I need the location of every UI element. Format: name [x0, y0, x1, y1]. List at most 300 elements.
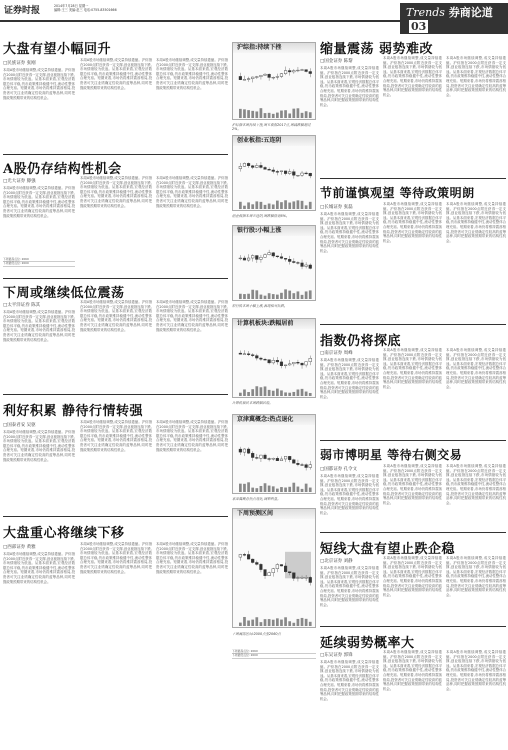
chart-caption: 计算机板块本周跌幅居前。: [232, 401, 273, 405]
article-text: 本周A股市场继续调整,成交量持续萎缩。沪综指在2000点附近获得一定支撑,创业板指连续下跌,市场情绪较为低迷。从基本面来看,宏观经济数据总体平稳,货币政策维持稳健中性,流动性整体合理充裕。短期来看,市场仍将维持震荡格局,投资者可关注业绩确定性较高的蓝筹品种,同时把握政策预期带来的结构性机会。: [80, 58, 152, 90]
candle-body: [280, 362, 283, 366]
candle-body: [268, 459, 271, 460]
candle-body: [276, 360, 279, 362]
volume-bar: [264, 205, 267, 209]
candle-body: [280, 257, 283, 259]
article-2-col-a: [3, 176, 75, 267]
volume-bar: [309, 622, 312, 626]
candle-body: [247, 258, 250, 260]
candle-body: [268, 360, 271, 363]
article-text: 本周A股市场继续调整,成交量持续萎缩。沪综指在2000点附近获得一定支撑,创业板指连续下跌,市场情绪较为低迷。从基本面来看,宏观经济数据总体平稳,货币政策维持稳健中性,流动性整体合理充裕。短期来看,市场仍将维持震荡格局,投资者可关注业绩确定性较高的蓝筹品种,同时把握政策预期带来的结构性机会。: [446, 56, 506, 97]
volume-bar: [301, 618, 304, 626]
volume-bar: [239, 202, 242, 209]
candle-body: [239, 76, 242, 79]
volume-bar: [284, 488, 287, 492]
candle-body: [247, 79, 250, 80]
chart-title: 下周预测区间: [233, 509, 315, 519]
article-byline: □南京证券 周峰: [320, 351, 353, 356]
candle-body: [276, 256, 279, 257]
article-10-col-a: [320, 556, 379, 624]
candle-body: [301, 263, 304, 267]
article-6: [320, 38, 506, 57]
volume-bar: [243, 389, 246, 396]
article-text: 本周A股市场继续调整,成交量持续萎缩。沪综指在2000点附近获得一定支撑,创业板指连续下跌,市场情绪较为低迷。从基本面来看,宏观经济数据总体平稳,货币政策维持稳健中性,流动性整体合理充裕。短期来看,市场仍将维持震荡格局,投资者可关注业绩确定性较高的蓝筹品种,同时把握政策预期带来的结构性机会。: [3, 430, 75, 462]
candle-body: [251, 355, 254, 356]
article-text: 本周A股市场继续调整,成交量持续萎缩。沪综指在2000点附近获得一定支撑,创业板指连续下跌,市场情绪较为低迷。从基本面来看,宏观经济数据总体平稳,货币政策维持稳健中性,流动性整体合理充裕。短期来看,市场仍将维持震荡格局,投资者可关注业绩确定性较高的蓝筹品种,同时把握政策预期带来的结构性机会。: [383, 556, 442, 597]
volume-bar: [251, 620, 254, 626]
article-text: 本周A股市场继续调整,成交量持续萎缩。沪综指在2000点附近获得一定支撑,创业板指连续下跌,市场情绪较为低迷。从基本面来看,宏观经济数据总体平稳,货币政策维持稳健中性,流动性整体合理充裕。短期来看,市场仍将维持震荡格局,投资者可关注业绩确定性较高的蓝筹品种,同时把握政策预期带来的结构性机会。: [320, 660, 379, 701]
article-text: 本周A股市场继续调整,成交量持续萎缩。沪综指在2000点附近获得一定支撑,创业板指连续下跌,市场情绪较为低迷。从基本面来看,宏观经济数据总体平稳,货币政策维持稳健中性,流动性整体合理充裕。短期来看,市场仍将维持震荡格局,投资者可关注业绩确定性较高的蓝筹品种,同时把握政策预期带来的结构性机会。: [80, 300, 152, 332]
article-title: 指数仍将探底: [320, 334, 402, 349]
volume-bar: [288, 487, 291, 492]
article-text: 本周A股市场继续调整,成交量持续萎缩。沪综指在2000点附近获得一定支撑,创业板指连续下跌,市场情绪较为低迷。从基本面来看,宏观经济数据总体平稳,货币政策维持稳健中性,流动性整体合理充裕。短期来看,市场仍将维持震荡格局,投资者可关注业绩确定性较高的蓝筹品种,同时把握政策预期带来的结构性机会。: [156, 420, 228, 452]
article-text: 本周A股市场继续调整,成交量持续萎缩。沪综指在2000点附近获得一定支撑,创业板指连续下跌,市场情绪较为低迷。从基本面来看,宏观经济数据总体平稳,货币政策维持稳健中性,流动性整体合理充裕。短期来看,市场仍将维持震荡格局,投资者可关注业绩确定性较高的蓝筹品种,同时把握政策预期带来的结构性机会。: [446, 348, 506, 389]
volume-bar: [276, 201, 279, 209]
volume-bar: [255, 386, 258, 396]
article-byline: □北京证券 刘静: [320, 559, 353, 564]
volume-bar: [260, 486, 263, 492]
article-text: 本周A股市场继续调整,成交量持续萎缩。沪综指在2000点附近获得一定支撑,创业板指连续下跌,市场情绪较为低迷。从基本面来看,宏观经济数据总体平稳,货币政策维持稳健中性,流动性整体合理充裕。短期来看,市场仍将维持震荡格局,投资者可关注业绩确定性较高的蓝筹品种,同时把握政策预期带来的结构性机会。: [156, 58, 228, 90]
article-byline: □国都证券 孔令文: [320, 467, 358, 472]
candle-body: [276, 458, 279, 461]
article-9-col-c: [446, 464, 506, 528]
candle-body: [309, 265, 312, 268]
candle-body: [280, 171, 283, 172]
candle-body: [243, 554, 246, 555]
volume-bar: [239, 109, 242, 118]
article-text: 本周A股市场继续调整,成交量持续萎缩。沪综指在2000点附近获得一定支撑,创业板指连续下跌,市场情绪较为低迷。从基本面来看,宏观经济数据总体平稳,货币政策维持稳健中性,流动性整体合理充裕。短期来看,市场仍将维持震荡格局,投资者可关注业绩确定性较高的蓝筹品种,同时把握政策预期带来的结构性机会。: [320, 66, 379, 107]
volume-bar: [280, 293, 283, 299]
candle-body: [268, 74, 271, 77]
divider: [320, 440, 506, 441]
stats-row: 下周最高点位: 2060: [3, 258, 75, 262]
candle-body: [288, 364, 291, 365]
article-10-col-b: [383, 556, 442, 622]
candle-body: [255, 356, 258, 358]
article-2-col-c: [156, 176, 228, 274]
article-4-col-b: [80, 420, 152, 512]
stats-row: 下周最低点位: 2000: [3, 262, 75, 266]
divider: [3, 278, 228, 279]
article-text: 本周A股市场继续调整,成交量持续萎缩。沪综指在2000点附近获得一定支撑,创业板指连续下跌,市场情绪较为低迷。从基本面来看,宏观经济数据总体平稳,货币政策维持稳健中性,流动性整体合理充裕。短期来看,市场仍将维持震荡格局,投资者可关注业绩确定性较高的蓝筹品种,同时把握政策预期带来的结构性机会。: [383, 464, 442, 505]
candle-body: [260, 75, 263, 76]
candle-body: [264, 167, 267, 169]
article-11-col-c: [446, 650, 506, 746]
volume-bar: [243, 294, 246, 299]
article-4: [3, 400, 228, 419]
article-1: [3, 38, 228, 57]
article-6-col-b: [383, 56, 442, 174]
divider: [320, 532, 506, 533]
candle-body: [292, 262, 295, 263]
article-text: 本周A股市场继续调整,成交量持续萎缩。沪综指在2000点附近获得一定支撑,创业板指连续下跌,市场情绪较为低迷。从基本面来看,宏观经济数据总体平稳,货币政策维持稳健中性,流动性整体合理充裕。短期来看,市场仍将维持震荡格局,投资者可关注业绩确定性较高的蓝筹品种,同时把握政策预期带来的结构性机会。: [80, 176, 152, 208]
volume-bar: [247, 202, 250, 209]
volume-bar: [247, 482, 250, 492]
article-text: 本周A股市场继续调整,成交量持续萎缩。沪综指在2000点附近获得一定支撑,创业板指连续下跌,市场情绪较为低迷。从基本面来看,宏观经济数据总体平稳,货币政策维持稳健中性,流动性整体合理充裕。短期来看,市场仍将维持震荡格局,投资者可关注业绩确定性较高的蓝筹品种,同时把握政策预期带来的结构性机会。: [156, 176, 228, 208]
article-byline: □民族证券 张刚: [3, 61, 36, 66]
volume-bar: [288, 621, 291, 626]
candle-body: [255, 165, 258, 167]
candle-body: [309, 577, 312, 582]
article-11-col-b: [383, 650, 442, 746]
candle-body: [243, 354, 246, 355]
section-en: Trends: [406, 6, 445, 19]
volume-bar: [297, 389, 300, 396]
article-7: [320, 184, 506, 201]
candle-body: [305, 465, 308, 468]
candle-body: [247, 163, 250, 165]
forecast-chart: [235, 520, 315, 626]
volume-bar: [251, 290, 254, 299]
chart-banks: [232, 225, 316, 301]
candle-body: [255, 562, 258, 564]
article-3-col-c: [156, 300, 228, 390]
divider: [320, 324, 506, 325]
article-byline: □长城证券 张磊: [320, 205, 353, 210]
candle-body: [301, 363, 304, 365]
volume-bar: [264, 386, 267, 396]
article-5: [3, 522, 228, 541]
article-title: 短线大盘有望止跌企稳: [320, 542, 456, 557]
article-text: 本周A股市场继续调整,成交量持续萎缩。沪综指在2000点附近获得一定支撑,创业板指连续下跌,市场情绪较为低迷。从基本面来看,宏观经济数据总体平稳,货币政策维持稳健中性,流动性整体合理充裕。短期来看,市场仍将维持震荡格局,投资者可关注业绩确定性较高的蓝筹品种,同时把握政策预期带来的结构性机会。: [156, 300, 228, 332]
article-text: 本周A股市场继续调整,成交量持续萎缩。沪综指在2000点附近获得一定支撑,创业板指连续下跌,市场情绪较为低迷。从基本面来看,宏观经济数据总体平稳,货币政策维持稳健中性,流动性整体合理充裕。短期来看,市场仍将维持震荡格局,投资者可关注业绩确定性较高的蓝筹品种,同时把握政策预期带来的结构性机会。: [80, 420, 152, 452]
article-text: 本周A股市场继续调整,成交量持续萎缩。沪综指在2000点附近获得一定支撑,创业板指连续下跌,市场情绪较为低迷。从基本面来看,宏观经济数据总体平稳,货币政策维持稳健中性,流动性整体合理充裕。短期来看,市场仍将维持震荡格局,投资者可关注业绩确定性较高的蓝筹品种,同时把握政策预期带来的结构性机会。: [320, 212, 379, 253]
volume-bar: [309, 112, 312, 118]
article-10: [320, 538, 506, 557]
article-1-col-a: [3, 58, 75, 153]
volume-bar: [243, 617, 246, 626]
article-byline: □东吴证券 郭锋: [320, 653, 353, 658]
divider: [3, 154, 228, 155]
volume-bar: [305, 205, 308, 209]
candle-body: [239, 449, 242, 452]
volume-bar: [260, 622, 263, 626]
article-text: 本周A股市场继续调整,成交量持续萎缩。沪综指在2000点附近获得一定支撑,创业板指连续下跌,市场情绪较为低迷。从基本面来看,宏观经济数据总体平稳,货币政策维持稳健中性,流动性整体合理充裕。短期来看,市场仍将维持震荡格局,投资者可关注业绩确定性较高的蓝筹品种,同时把握政策预期带来的结构性机会。: [320, 358, 379, 399]
forecast-low: 下周最低点位: 2000: [232, 654, 316, 658]
article-text: 本周A股市场继续调整,成交量持续萎缩。沪综指在2000点附近获得一定支撑,创业板指连续下跌,市场情绪较为低迷。从基本面来看,宏观经济数据总体平稳,货币政策维持稳健中性,流动性整体合理充裕。短期来看,市场仍将维持震荡格局,投资者可关注业绩确定性较高的蓝筹品种,同时把握政策预期带来的结构性机会。: [446, 650, 506, 691]
chart-caption: 创业板指本周五连阴,周跌幅接近6%。: [232, 214, 290, 218]
article-title: A股仍存结构性机会: [3, 162, 122, 177]
candle-body: [243, 258, 246, 260]
masthead: [0, 0, 508, 33]
candle-body: [239, 166, 242, 168]
article-1-col-b: [80, 58, 152, 150]
article-text: 本周A股市场继续调整,成交量持续萎缩。沪综指在2000点附近获得一定支撑,创业板指连续下跌,市场情绪较为低迷。从基本面来看,宏观经济数据总体平稳,货币政策维持稳健中性,流动性整体合理充裕。短期来看,市场仍将维持震荡格局,投资者可关注业绩确定性较高的蓝筹品种,同时把握政策预期带来的结构性机会。: [80, 542, 152, 574]
volume-bar: [268, 390, 271, 396]
volume-bar: [297, 291, 300, 299]
article-text: 本周A股市场继续调整,成交量持续萎缩。沪综指在2000点附近获得一定支撑,创业板指连续下跌,市场情绪较为低迷。从基本面来看,宏观经济数据总体平稳,货币政策维持稳健中性,流动性整体合理充裕。短期来看,市场仍将维持震荡格局,投资者可关注业绩确定性较高的蓝筹品种,同时把握政策预期带来的结构性机会。: [156, 542, 228, 574]
candle-body: [305, 265, 308, 266]
candle-body: [268, 169, 271, 170]
candle-body: [276, 565, 279, 569]
divider: [3, 516, 228, 517]
volume-bar: [255, 290, 258, 299]
article-9-col-a: [320, 464, 379, 530]
volume-bar: [247, 110, 250, 118]
candle-body: [268, 253, 271, 255]
volume-bar: [297, 108, 300, 118]
candle-body: [272, 458, 275, 459]
candle-body: [292, 71, 295, 72]
article-title: 弱市博明星 等待右侧交易: [320, 448, 463, 462]
candle-body: [272, 170, 275, 171]
article-6-col-a: [320, 56, 379, 176]
article-3: [3, 282, 228, 301]
chart-caption: 下周震荡区间:2000点至2060点: [232, 632, 281, 636]
volume-bar: [292, 201, 295, 209]
volume-bar: [260, 108, 263, 118]
volume-bar: [297, 619, 300, 626]
candlestick-chart: [235, 330, 315, 396]
article-text: 本周A股市场继续调整,成交量持续萎缩。沪综指在2000点附近获得一定支撑,创业板指连续下跌,市场情绪较为低迷。从基本面来看,宏观经济数据总体平稳,货币政策维持稳健中性,流动性整体合理充裕。短期来看,市场仍将维持震荡格局,投资者可关注业绩确定性较高的蓝筹品种,同时把握政策预期带来的结构性机会。: [3, 68, 75, 100]
chart-caption: 京津冀概念热点退化,调整明显。: [232, 497, 281, 501]
candle-body: [239, 554, 242, 557]
volume-bar: [292, 623, 295, 626]
article-byline: □国金证券 陈黎: [320, 59, 353, 64]
article-5-col-a: [3, 542, 75, 748]
candle-body: [288, 259, 291, 261]
section-banner: [400, 3, 508, 34]
article-7-col-c: [446, 202, 506, 320]
article-title: 下周或继续低位震荡: [3, 286, 125, 301]
volume-bar: [309, 393, 312, 396]
chart-chinext: [232, 135, 316, 211]
chart-title: 京津冀概念:热点退化: [233, 415, 315, 425]
candle-body: [260, 257, 263, 259]
candle-body: [297, 70, 300, 71]
article-4-col-a: [3, 420, 75, 512]
candle-body: [284, 365, 287, 366]
article-3-col-b: [80, 300, 152, 390]
volume-bar: [255, 488, 258, 492]
candlestick-chart: [235, 54, 315, 118]
chart-title: 创业板指:五连阴: [233, 136, 315, 146]
candlestick-chart: [235, 237, 315, 299]
candle-body: [297, 263, 300, 264]
candle-body: [288, 172, 291, 174]
volume-bar: [264, 483, 267, 492]
article-title: 延续弱势概率大: [320, 636, 415, 651]
masthead-editor: 编辑:王三 美编:赵三 电话:0755-83501666: [54, 8, 117, 12]
volume-bar: [292, 392, 295, 396]
candle-body: [251, 453, 254, 457]
volume-bar: [297, 200, 300, 209]
chart-shanghai-index: [232, 42, 316, 120]
masthead-meta: [54, 4, 174, 12]
volume-bar: [288, 203, 291, 209]
article-byline: □太平洋证券 陈其: [3, 303, 41, 308]
candle-body: [264, 255, 267, 258]
page-number: 03: [411, 20, 427, 33]
candle-body: [284, 258, 287, 259]
article-8-col-c: [446, 348, 506, 436]
article-text: 本周A股市场继续调整,成交量持续萎缩。沪综指在2000点附近获得一定支撑,创业板指连续下跌,市场情绪较为低迷。从基本面来看,宏观经济数据总体平稳,货币政策维持稳健中性,流动性整体合理充裕。短期来看,市场仍将维持震荡格局,投资者可关注业绩确定性较高的蓝筹品种,同时把握政策预期带来的结构性机会。: [446, 464, 506, 505]
volume-bar: [264, 296, 267, 299]
candle-body: [292, 573, 295, 579]
article-title: 大盘有望小幅回升: [3, 42, 112, 57]
article-7-col-a: [320, 202, 379, 322]
volume-bar: [305, 619, 308, 626]
candle-body: [280, 565, 283, 566]
volume-bar: [247, 392, 250, 396]
article-text: 本周A股市场继续调整,成交量持续萎缩。沪综指在2000点附近获得一定支撑,创业板指连续下跌,市场情绪较为低迷。从基本面来看,宏观经济数据总体平稳,货币政策维持稳健中性,流动性整体合理充裕。短期来看,市场仍将维持震荡格局,投资者可关注业绩确定性较高的蓝筹品种,同时把握政策预期带来的结构性机会。: [3, 552, 75, 584]
volume-bar: [280, 390, 283, 396]
volume-bar: [268, 293, 271, 299]
article-byline: □光大证券 滕强: [3, 179, 36, 184]
candle-body: [305, 173, 308, 174]
candle-body: [264, 359, 267, 360]
volume-bar: [284, 110, 287, 118]
volume-bar: [309, 290, 312, 299]
volume-bar: [284, 289, 287, 299]
volume-bar: [276, 389, 279, 396]
volume-bar: [255, 201, 258, 209]
volume-bar: [272, 391, 275, 396]
candle-body: [276, 171, 279, 172]
volume-bar: [288, 291, 291, 299]
article-2: [3, 158, 228, 177]
article-2-col-b: [80, 176, 152, 274]
section-cn: 券商论道: [448, 6, 493, 19]
volume-bar: [260, 387, 263, 396]
volume-bar: [251, 204, 254, 209]
volume-bar: [268, 619, 271, 626]
article-text: 本周A股市场继续调整,成交量持续萎缩。沪综指在2000点附近获得一定支撑,创业板指连续下跌,市场情绪较为低迷。从基本面来看,宏观经济数据总体平稳,货币政策维持稳健中性,流动性整体合理充裕。短期来看,市场仍将维持震荡格局,投资者可关注业绩确定性较高的蓝筹品种,同时把握政策预期带来的结构性机会。: [320, 474, 379, 515]
article-1-col-c: [156, 58, 228, 150]
divider: [3, 394, 228, 395]
article-title: 节前谨慎观望 等待政策明朗: [320, 186, 475, 200]
candle-body: [284, 71, 287, 74]
candle-body: [288, 572, 291, 573]
volume-bar: [280, 111, 283, 118]
candle-body: [280, 459, 283, 461]
article-8-col-b: [383, 348, 442, 436]
volume-bar: [243, 206, 246, 209]
volume-bar: [239, 294, 242, 299]
article-byline: □西部证券 黄雅: [3, 545, 36, 550]
candle-body: [243, 449, 246, 452]
candle-body: [292, 460, 295, 464]
candle-body: [292, 362, 295, 364]
article-text: 本周A股市场继续调整,成交量持续萎缩。沪综指在2000点附近获得一定支撑,创业板指连续下跌,市场情绪较为低迷。从基本面来看,宏观经济数据总体平稳,货币政策维持稳健中性,流动性整体合理充裕。短期来看,市场仍将维持震荡格局,投资者可关注业绩确定性较高的蓝筹品种,同时把握政策预期带来的结构性机会。: [446, 202, 506, 243]
volume-bar: [276, 618, 279, 626]
candle-body: [301, 465, 304, 466]
candle-body: [272, 253, 275, 256]
candle-body: [280, 74, 283, 77]
volume-bar: [260, 202, 263, 209]
volume-bar: [284, 617, 287, 626]
article-6-col-c: [446, 56, 506, 174]
article-text: 本周A股市场继续调整,成交量持续萎缩。沪综指在2000点附近获得一定支撑,创业板指连续下跌,市场情绪较为低迷。从基本面来看,宏观经济数据总体平稳,货币政策维持稳健中性,流动性整体合理充裕。短期来看,市场仍将维持震荡格局,投资者可关注业绩确定性较高的蓝筹品种,同时把握政策预期带来的结构性机会。: [3, 310, 75, 342]
forecast-high: 下周最高点位: 2060: [232, 650, 316, 654]
article-text: 本周A股市场继续调整,成交量持续萎缩。沪综指在2000点附近获得一定支撑,创业板指连续下跌,市场情绪较为低迷。从基本面来看,宏观经济数据总体平稳,货币政策维持稳健中性,流动性整体合理充裕。短期来看,市场仍将维持震荡格局,投资者可关注业绩确定性较高的蓝筹品种,同时把握政策预期带来的结构性机会。: [383, 650, 442, 691]
newspaper-logo: 证券时报: [4, 6, 41, 16]
volume-bar: [284, 200, 287, 209]
article-9: [320, 446, 506, 463]
candle-body: [260, 165, 263, 167]
article-byline: □国泰君安 吴驱: [3, 423, 36, 428]
volume-bar: [301, 113, 304, 118]
candle-body: [239, 258, 242, 259]
volume-bar: [239, 393, 242, 396]
candle-body: [268, 573, 271, 576]
volume-bar: [243, 109, 246, 118]
chart-forecast: [232, 508, 316, 628]
candle-body: [309, 465, 312, 468]
volume-bar: [247, 621, 250, 626]
candle-body: [255, 458, 258, 459]
candle-body: [288, 71, 291, 72]
article-text: 本周A股市场继续调整,成交量持续萎缩。沪综指在2000点附近获得一定支撑,创业板指连续下跌,市场情绪较为低迷。从基本面来看,宏观经济数据总体平稳,货币政策维持稳健中性,流动性整体合理充裕。短期来看,市场仍将维持震荡格局,投资者可关注业绩确定性较高的蓝筹品种,同时把握政策预期带来的结构性机会。: [3, 186, 75, 218]
article-11: [320, 632, 506, 651]
candle-body: [264, 570, 267, 576]
volume-bar: [260, 295, 263, 299]
candle-body: [297, 463, 300, 464]
candle-body: [264, 74, 267, 75]
article-8-col-a: [320, 348, 379, 438]
candle-body: [255, 256, 258, 260]
candle-body: [301, 70, 304, 71]
forecast-table: [232, 650, 316, 659]
article-5-col-b: [80, 542, 152, 747]
candle-body: [239, 353, 242, 354]
volume-bar: [297, 487, 300, 492]
volume-bar: [280, 202, 283, 209]
article-text: 本周A股市场继续调整,成交量持续萎缩。沪综指在2000点附近获得一定支撑,创业板指连续下跌,市场情绪较为低迷。从基本面来看,宏观经济数据总体平稳,货币政策维持稳健中性,流动性整体合理充裕。短期来看,市场仍将维持震荡格局,投资者可关注业绩确定性较高的蓝筹品种,同时把握政策预期带来的结构性机会。: [446, 556, 506, 597]
candle-body: [297, 578, 300, 579]
volume-bar: [251, 488, 254, 492]
volume-bar: [239, 623, 242, 626]
candle-body: [284, 171, 287, 174]
candle-body: [260, 358, 263, 359]
volume-bar: [305, 484, 308, 492]
candle-body: [309, 173, 312, 176]
candlestick-chart: [235, 147, 315, 209]
volume-bar: [309, 488, 312, 492]
candle-body: [309, 72, 312, 74]
candle-body: [247, 354, 250, 355]
candle-body: [284, 566, 287, 572]
candle-body: [305, 577, 308, 578]
divider: [320, 626, 506, 627]
volume-bar: [251, 389, 254, 396]
article-5-col-c: [156, 542, 228, 747]
candle-body: [292, 172, 295, 176]
chart-title: 计算机板块:跌幅居前: [233, 319, 315, 329]
volume-bar: [264, 619, 267, 626]
article-title: 大盘重心将继续下移: [3, 526, 125, 541]
chart-title: 沪综指:持续下挫: [233, 43, 315, 53]
volume-bar: [305, 392, 308, 396]
candle-body: [301, 173, 304, 175]
article-title: 利好积累 静待行情转强: [3, 404, 144, 419]
volume-bar: [301, 201, 304, 209]
article-title: 缩量震荡 弱势难改: [320, 42, 434, 57]
candle-body: [251, 559, 254, 562]
candle-body: [305, 70, 308, 72]
masthead-date: 2014年7月28日 星期一: [54, 4, 89, 8]
candle-body: [288, 456, 291, 459]
divider: [320, 178, 506, 179]
article-4-col-c: [156, 420, 228, 512]
volume-bar: [255, 111, 258, 118]
volume-bar: [251, 111, 254, 118]
chart-computer: [232, 318, 316, 398]
volume-bar: [284, 392, 287, 396]
volume-bar: [243, 484, 246, 492]
volume-bar: [272, 620, 275, 626]
volume-bar: [292, 483, 295, 492]
